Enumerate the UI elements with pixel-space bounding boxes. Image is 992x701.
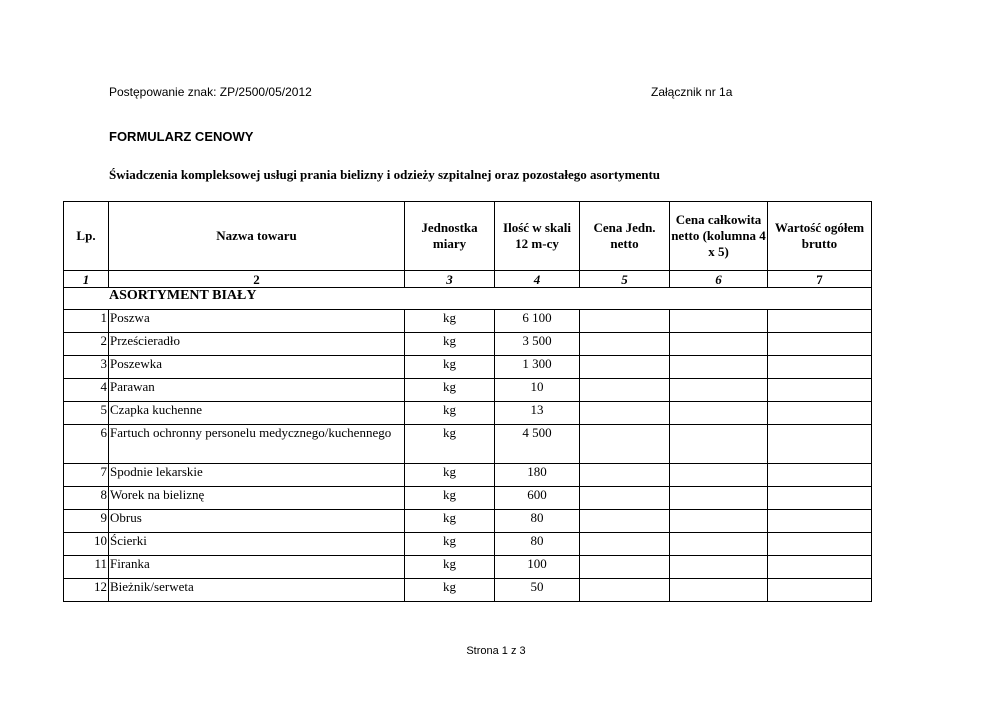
- row-lp: 10: [64, 533, 109, 556]
- table-row: [64, 356, 872, 379]
- header-row: [64, 202, 872, 271]
- row-name: Ścierki: [109, 533, 405, 556]
- header-unit: Jednostka miary: [405, 202, 495, 271]
- row-qty: 10: [495, 379, 580, 402]
- row-unit-price[interactable]: [580, 487, 670, 510]
- row-total-net[interactable]: [670, 333, 768, 356]
- row-name: Parawan: [109, 379, 405, 402]
- row-lp: 11: [64, 556, 109, 579]
- row-unit: kg: [405, 310, 495, 333]
- row-unit: kg: [405, 333, 495, 356]
- table-row: [64, 510, 872, 533]
- row-total-net[interactable]: [670, 425, 768, 464]
- row-unit: kg: [405, 533, 495, 556]
- row-gross-value[interactable]: [768, 333, 872, 356]
- row-unit: kg: [405, 464, 495, 487]
- row-name: Bieżnik/serweta: [109, 579, 405, 602]
- row-total-net[interactable]: [670, 402, 768, 425]
- row-unit-price[interactable]: [580, 510, 670, 533]
- row-gross-value[interactable]: [768, 487, 872, 510]
- row-qty: 6 100: [495, 310, 580, 333]
- row-total-net[interactable]: [670, 310, 768, 333]
- row-gross-value[interactable]: [768, 464, 872, 487]
- row-lp: 8: [64, 487, 109, 510]
- row-gross-value[interactable]: [768, 425, 872, 464]
- row-gross-value[interactable]: [768, 379, 872, 402]
- row-unit: kg: [405, 356, 495, 379]
- row-unit: kg: [405, 510, 495, 533]
- row-total-net[interactable]: [670, 487, 768, 510]
- row-lp: 7: [64, 464, 109, 487]
- row-name: Czapka kuchenne: [109, 402, 405, 425]
- section-label: ASORTYMENT BIAŁY: [64, 288, 872, 310]
- annex-label: Załącznik nr 1a: [651, 85, 733, 99]
- table-row: [64, 333, 872, 356]
- row-gross-value[interactable]: [768, 402, 872, 425]
- row-qty: 180: [495, 464, 580, 487]
- header-unit-price: Cena Jedn. netto: [580, 202, 670, 271]
- row-name: Worek na bieliznę: [109, 487, 405, 510]
- row-qty: 13: [495, 402, 580, 425]
- row-lp: 1: [64, 310, 109, 333]
- row-unit-price[interactable]: [580, 533, 670, 556]
- row-unit-price[interactable]: [580, 310, 670, 333]
- table-row: [64, 402, 872, 425]
- table-row: [64, 487, 872, 510]
- row-total-net[interactable]: [670, 556, 768, 579]
- row-total-net[interactable]: [670, 464, 768, 487]
- form-title: FORMULARZ CENOWY: [109, 129, 254, 144]
- row-lp: 9: [64, 510, 109, 533]
- row-qty: 3 500: [495, 333, 580, 356]
- row-unit: kg: [405, 425, 495, 464]
- row-unit: kg: [405, 579, 495, 602]
- row-gross-value[interactable]: [768, 356, 872, 379]
- section-row: [64, 288, 872, 310]
- row-lp: 12: [64, 579, 109, 602]
- row-name: Prześcieradło: [109, 333, 405, 356]
- row-gross-value[interactable]: [768, 579, 872, 602]
- row-unit-price[interactable]: [580, 402, 670, 425]
- row-lp: 3: [64, 356, 109, 379]
- row-qty: 4 500: [495, 425, 580, 464]
- header-total-net: Cena całkowita netto (kolumna 4 x 5): [670, 202, 768, 271]
- row-unit-price[interactable]: [580, 333, 670, 356]
- column-number: 3: [405, 271, 495, 288]
- header-lp: Lp.: [64, 202, 109, 271]
- row-unit-price[interactable]: [580, 464, 670, 487]
- row-unit: kg: [405, 402, 495, 425]
- row-lp: 6: [64, 425, 109, 464]
- header-qty: Ilość w skali 12 m-cy: [495, 202, 580, 271]
- row-qty: 80: [495, 533, 580, 556]
- form-subtitle: Świadczenia kompleksowej usługi prania bielizny i odzieży szpitalnej oraz pozostałego asortymentu: [109, 167, 661, 182]
- column-number: 4: [495, 271, 580, 288]
- row-gross-value[interactable]: [768, 510, 872, 533]
- row-name: Obrus: [109, 510, 405, 533]
- table-row: [64, 579, 872, 602]
- row-total-net[interactable]: [670, 379, 768, 402]
- row-lp: 5: [64, 402, 109, 425]
- row-total-net[interactable]: [670, 533, 768, 556]
- row-unit: kg: [405, 379, 495, 402]
- table-row: [64, 533, 872, 556]
- table-row: [64, 425, 872, 464]
- row-gross-value[interactable]: [768, 533, 872, 556]
- row-unit: kg: [405, 487, 495, 510]
- column-number-row: [64, 271, 872, 288]
- row-qty: 100: [495, 556, 580, 579]
- column-number: 5: [580, 271, 670, 288]
- row-gross-value[interactable]: [768, 556, 872, 579]
- header-gross-value: Wartość ogółem brutto: [768, 202, 872, 271]
- price-table: [63, 201, 872, 602]
- row-qty: 600: [495, 487, 580, 510]
- table-row: [64, 464, 872, 487]
- row-name: Firanka: [109, 556, 405, 579]
- row-unit: kg: [405, 556, 495, 579]
- page-number: Strona 1 z 3: [466, 645, 526, 657]
- row-unit-price[interactable]: [580, 556, 670, 579]
- row-qty: 1 300: [495, 356, 580, 379]
- row-unit-price[interactable]: [580, 425, 670, 464]
- column-number: 2: [109, 271, 405, 288]
- table-row: [64, 556, 872, 579]
- row-qty: 80: [495, 510, 580, 533]
- row-name: Fartuch ochronny personelu medycznego/kuchennego: [109, 425, 405, 464]
- row-unit-price[interactable]: [580, 379, 670, 402]
- row-lp: 4: [64, 379, 109, 402]
- column-number: 6: [670, 271, 768, 288]
- table-row: [64, 310, 872, 333]
- row-name: Poszwa: [109, 310, 405, 333]
- column-number: 1: [64, 271, 109, 288]
- header-name: Nazwa towaru: [109, 202, 405, 271]
- row-unit-price[interactable]: [580, 579, 670, 602]
- row-name: Poszewka: [109, 356, 405, 379]
- column-number: 7: [768, 271, 872, 288]
- row-qty: 50: [495, 579, 580, 602]
- row-name: Spodnie lekarskie: [109, 464, 405, 487]
- table-row: [64, 379, 872, 402]
- row-lp: 2: [64, 333, 109, 356]
- procedure-reference: Postępowanie znak: ZP/2500/05/2012: [109, 85, 312, 99]
- row-gross-value[interactable]: [768, 310, 872, 333]
- row-unit-price[interactable]: [580, 356, 670, 379]
- row-total-net[interactable]: [670, 579, 768, 602]
- row-total-net[interactable]: [670, 356, 768, 379]
- row-total-net[interactable]: [670, 510, 768, 533]
